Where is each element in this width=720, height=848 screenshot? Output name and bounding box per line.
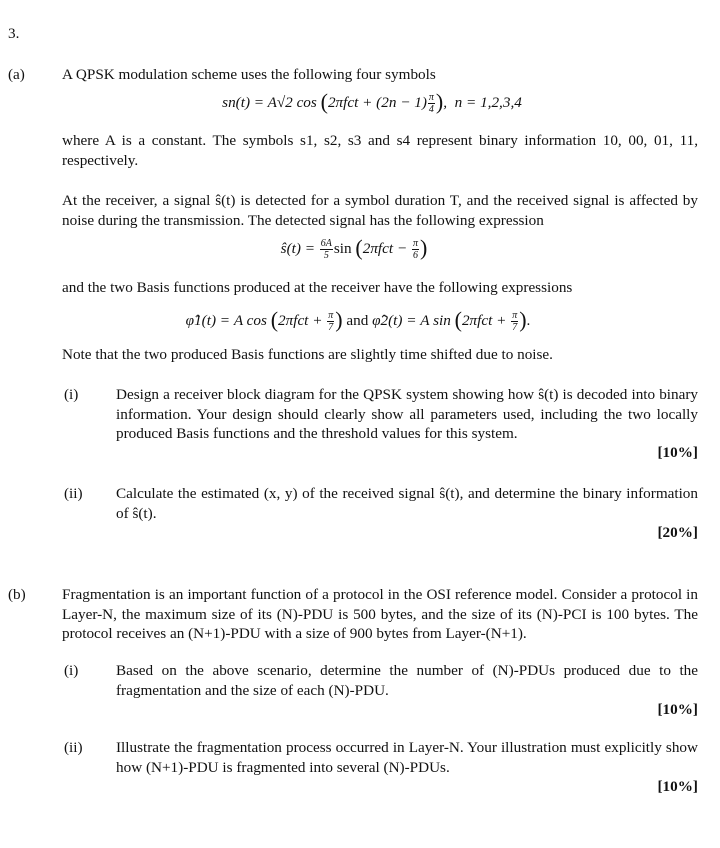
part-a-i-text: Design a receiver block diagram for the QPSK system showing how ŝ(t) is decoded into binary information. Your design should clearly show all parameters used, including the two locally produced Basis functions and the threshold values for this system. — [116, 386, 698, 442]
eq3-phi1-arg: 2πfct + — [278, 312, 323, 329]
eq2-coef-den: 5 — [323, 250, 329, 262]
eq2-lhs: ŝ(t) = — [280, 240, 315, 257]
eq3-phi2-arg: 2πfct + — [461, 312, 507, 329]
eq1-frac — [428, 92, 435, 115]
part-b-label: (b) — [8, 586, 26, 603]
part-b-ii-number: (ii) — [64, 739, 83, 756]
part-a-ii-number: (ii) — [64, 485, 83, 502]
question-number: 3. — [8, 25, 20, 42]
part-b-intro: Fragmentation is an important function of a protocol in the OSI reference model. Consider a protocol in Layer-N, the maximum size of its (N)-PDU is 500 bytes, and the size of its (N)-PCI is 100 bytes. The protocol receives an (N+1)-PDU with a size of 900 bytes from Layer-(N+1). — [62, 586, 698, 642]
part-b-ii-mark: [10%] — [657, 778, 698, 795]
equation-basis-functions: φ̂1(t) = A cos (2πfct + $\frac{\pi}{7}$ ) and φ̂2(t) = A sin (2πfct + $\frac{\pi}{7}$ ). — [185, 307, 531, 334]
part-a-where-text: where A is a constant. The symbols s1, s2, s3 and s4 represent binary information 10, 00, 01, 11, respectively. — [62, 132, 698, 169]
part-a-i-number: (i) — [64, 386, 79, 403]
eq3-phi1-num: π — [328, 310, 334, 322]
eq1-arg: 2πfct + (2n − 1) — [327, 94, 427, 111]
eq3-phi1-frac — [327, 310, 334, 333]
equation-s-hat: ŝ(t) = $\frac{6A}{5}$ sin (2πfct − $\frac{\pi}{6}$ ) — [280, 235, 428, 262]
eq3-phi2-num: π — [512, 310, 518, 322]
eq2-coef — [320, 238, 333, 261]
eq1-lhs: sn(t) = A√2 cos — [222, 94, 317, 111]
equation-sn: sn(t) = A√2 cos (2πfct + (2n − 1) $\frac{\pi}{4}$ ), n = 1,2,3,4 — [222, 89, 522, 116]
eq2-frac-den: 6 — [412, 250, 418, 262]
part-b-i-mark: [10%] — [657, 701, 698, 718]
part-a-note: Note that the two produced Basis functions are slightly time shifted due to noise. — [62, 346, 553, 363]
part-b-ii-text: Illustrate the fragmentation process occurred in Layer-N. Your illustration must explicitly show how (N+1)-PDU is fragmented into several (N)-PDUs. — [116, 739, 698, 776]
eq3-phi1-den: 7 — [328, 322, 334, 334]
part-a-basis-text: and the two Basis functions produced at the receiver have the following expressions — [62, 279, 573, 296]
part-b-i-text: Based on the above scenario, determine the number of (N)-PDUs produced due to the fragmentation and the size of each (N)-PDU. — [116, 662, 698, 699]
part-b-i-number: (i) — [64, 662, 79, 679]
part-a-ii-text: Calculate the estimated (x, y) of the received signal ŝ(t), and determine the binary information of ŝ(t). — [116, 485, 698, 522]
part-a-ii-mark: [20%] — [657, 524, 698, 541]
part-a-i-mark: [10%] — [657, 444, 698, 461]
eq3-and: and — [346, 312, 369, 329]
part-a-receiver-text: At the receiver, a signal ŝ(t) is detected for a symbol duration T, and the received signal is affected by noise during the transmission. The detected signal has the following expression — [62, 192, 698, 229]
eq1-range: n = 1,2,3,4 — [454, 94, 522, 111]
eq1-frac-num: π — [428, 92, 434, 104]
part-a-intro: A QPSK modulation scheme uses the following four symbols — [62, 66, 436, 83]
eq2-coef-num: 6A — [320, 238, 332, 250]
eq3-phi2-den: 7 — [512, 322, 518, 334]
eq2-frac — [412, 238, 419, 261]
eq2-frac-num: π — [412, 238, 418, 250]
part-a-label: (a) — [8, 66, 25, 83]
eq3-end: . — [526, 312, 531, 329]
eq2-arg: 2πfct − — [362, 240, 408, 257]
eq1-frac-den: 4 — [428, 104, 434, 116]
eq3-phi2-lhs: φ̂2(t) = A sin — [372, 312, 451, 329]
eq3-phi2-frac — [511, 310, 518, 333]
eq2-func: sin — [333, 240, 352, 257]
eq3-phi1-lhs: φ̂1(t) = A cos — [185, 312, 267, 329]
